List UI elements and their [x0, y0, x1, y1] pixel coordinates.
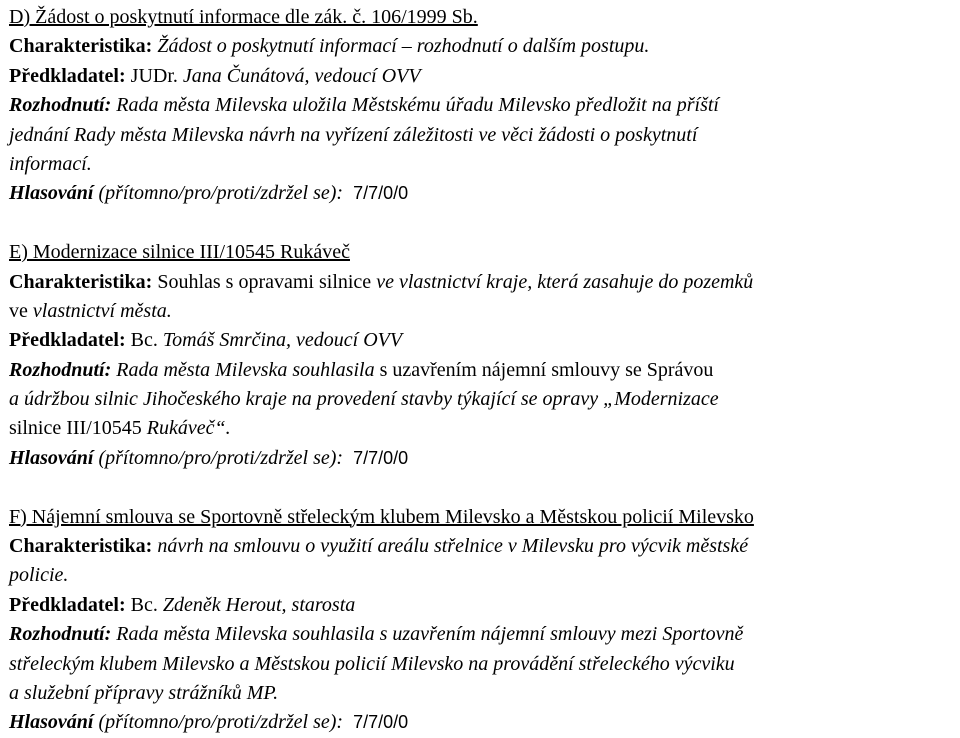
section-e-decision-line-1: [9, 356, 957, 385]
decision-text: Rada města Milevska uložila Městskému úřadu Milevsko předložit na příští: [111, 94, 719, 117]
section-d-vote: [9, 179, 957, 208]
submitter-title: Bc.: [125, 593, 158, 616]
section-d-heading: D) Žádost o poskytnutí informace dle zák. č. 106/1999 Sb.: [9, 6, 478, 28]
section-e-decision-line-2: a údržbou silnic Jihočeského kraje na provedení stavby týkající se opravy „Modernizace: [9, 388, 719, 411]
decision-text-normal: s uzavřením nájemní smlouvy se Správou: [374, 358, 714, 381]
characteristic-text: Žádost o poskytnutí informací – rozhodnutí o dalším postupu.: [152, 35, 650, 58]
section-f-decision-line-2: střeleckým klubem Milevsko a Městskou policií Milevsko na provádění střeleckého výcviku: [9, 652, 735, 675]
section-d-submitter: [9, 62, 957, 91]
spacer: [9, 473, 957, 502]
section-d-decision-line-1: [9, 91, 957, 120]
section-f-decision-line-1: [9, 620, 957, 649]
section-f-submitter: [9, 591, 957, 620]
decision-label: Rozhodnutí:: [9, 623, 112, 646]
vote-value: 7/7/0/0: [353, 712, 409, 733]
vote-label: Hlasování: [9, 182, 94, 205]
section-f-heading-line: [9, 503, 957, 532]
characteristic-text-italic: vlastnictví města.: [27, 299, 172, 322]
submitter-name: Zdeněk Herout, starosta: [157, 593, 356, 616]
section-e-submitter: [9, 326, 957, 355]
section-d-decision-line-2: jednání Rady města Milevska návrh na vyřízení záležitosti ve věci žádosti o poskytnutí: [9, 123, 698, 146]
section-f-characteristic-line-2: policie.: [9, 564, 69, 587]
section-e-vote: [9, 444, 957, 473]
submitter-label: Předkladatel:: [9, 64, 126, 87]
characteristic-label: Charakteristika:: [9, 535, 153, 558]
section-e-decision-line-3: [9, 414, 957, 443]
section-e-characteristic-line-2: [9, 297, 957, 326]
decision-text-normal: silnice III/10545: [9, 417, 142, 440]
vote-label: Hlasování: [9, 711, 94, 734]
submitter-title: Bc.: [125, 329, 158, 352]
section-d-decision-line-3: informací.: [9, 152, 92, 175]
section-f-characteristic-line-1: [9, 532, 957, 561]
section-f-vote: [9, 708, 957, 737]
submitter-name: Jana Čunátová, vedoucí OVV: [177, 64, 421, 87]
submitter-label: Předkladatel:: [9, 329, 126, 352]
section-f-decision-line-3: a služební přípravy strážníků MP.: [9, 681, 279, 704]
section-e-heading-line: [9, 238, 957, 267]
vote-label: Hlasování: [9, 446, 94, 469]
section-d-heading-line: [9, 3, 957, 32]
section-e-characteristic-line-1: [9, 268, 957, 297]
vote-description: (přítomno/pro/proti/zdržel se):: [93, 711, 344, 734]
vote-value: 7/7/0/0: [353, 447, 409, 468]
spacer: [9, 209, 957, 238]
submitter-name: Tomáš Smrčina, vedoucí OVV: [157, 329, 403, 352]
vote-description: (přítomno/pro/proti/zdržel se):: [93, 446, 344, 469]
decision-text: Rukáveč“.: [141, 417, 231, 440]
vote-value: 7/7/0/0: [353, 183, 409, 204]
decision-label: Rozhodnutí:: [9, 94, 112, 117]
decision-label: Rozhodnutí:: [9, 358, 112, 381]
characteristic-text: ve: [9, 299, 28, 322]
section-e-heading: E) Modernizace silnice III/10545 Rukáveč: [9, 241, 350, 264]
decision-text: Rada města Milevska souhlasila: [111, 358, 375, 381]
document-page: [9, 3, 957, 738]
characteristic-label: Charakteristika:: [9, 270, 153, 293]
section-d-characteristic: [9, 32, 957, 61]
characteristic-text: Souhlas s opravami silnice: [152, 270, 372, 293]
section-f-heading: F) Nájemní smlouva se Sportovně střeleckým klubem Milevsko a Městskou policií Milevsko: [9, 505, 754, 528]
characteristic-label: Charakteristika:: [9, 35, 153, 58]
submitter-label: Předkladatel:: [9, 593, 126, 616]
characteristic-text-italic: ve vlastnictví kraje, která zasahuje do pozemků: [371, 270, 754, 293]
characteristic-text: návrh na smlouvu o využití areálu střelnice v Milevsku pro výcvik městské: [152, 535, 749, 558]
decision-text: Rada města Milevska souhlasila: [111, 623, 375, 646]
vote-description: (přítomno/pro/proti/zdržel se):: [93, 182, 344, 205]
decision-text-continued: s uzavřením nájemní smlouvy mezi Sportovně: [374, 623, 744, 646]
submitter-title: JUDr.: [125, 64, 178, 87]
